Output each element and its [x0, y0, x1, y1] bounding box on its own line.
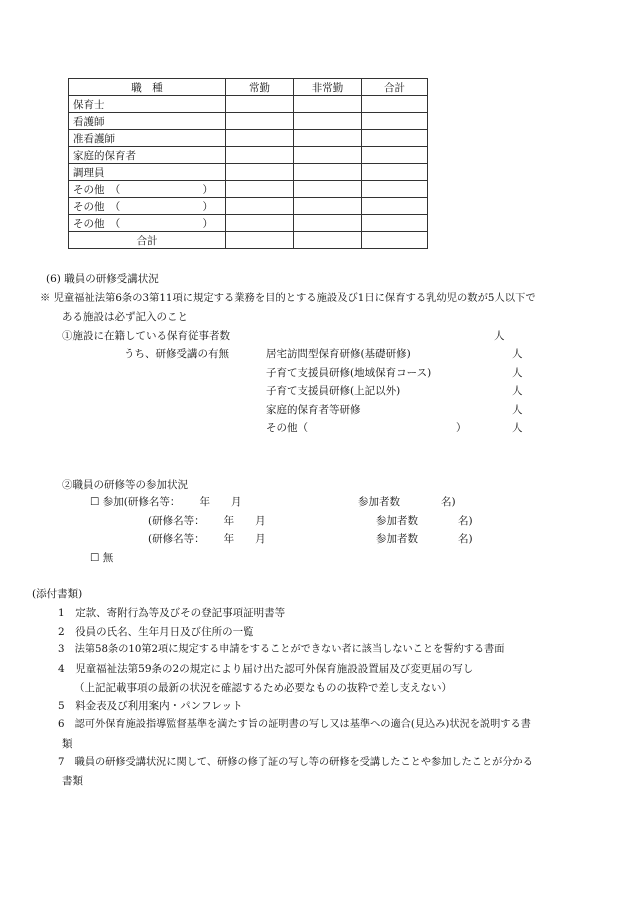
cell-part-time[interactable] [294, 130, 362, 147]
header-total: 合計 [362, 79, 428, 96]
item-1-unit: 人 [494, 330, 505, 342]
attachment-num: 4 [58, 663, 65, 675]
attachment-num: 3 [58, 644, 65, 655]
training-other-open: その他（ [266, 422, 308, 434]
cell-part-time[interactable] [294, 96, 362, 113]
participants-label-1: 参加者数 [358, 496, 400, 508]
table-total-row [69, 232, 428, 249]
attachment-item [58, 720, 531, 730]
cell-total[interactable] [362, 181, 428, 198]
table-row [69, 181, 428, 198]
cell-total[interactable] [362, 113, 428, 130]
cell-total[interactable] [362, 130, 428, 147]
other-open: その他 （ [73, 200, 121, 213]
cell-part-time[interactable] [294, 147, 362, 164]
training-support-other: 子育て支援員研修(上記以外) [266, 385, 401, 397]
note-line-1: ※ 児童福祉法第6条の3第11項に規定する業務を目的とする施設及び1日に保育する乳幼児の数が5人以下で [40, 292, 536, 304]
cell-full-time[interactable] [226, 232, 294, 249]
participate-row [90, 497, 241, 508]
attachment-text: 児童福祉法第59条の2の規定により届け出た認可外保育施設設置届及び変更届の写し [75, 663, 474, 675]
participants-label-3: 参加者数 [376, 533, 418, 545]
attachment-num: 6 [58, 719, 65, 730]
participate-line: 参加(研修名等： 年 月 [102, 496, 242, 508]
attachment-text: 職員の研修受講状況に関して、研修の修了証の写し等の研修を受講したことや参加したことが分かる [74, 757, 533, 768]
header-full-time: 常勤 [226, 79, 294, 96]
row-label: 調理員 [69, 164, 226, 181]
attachment-item [58, 664, 473, 675]
of-which-label: うち、研修受講の有無 [124, 348, 229, 360]
training-regional-unit: 人 [512, 367, 523, 379]
other-close: ） [202, 217, 213, 230]
attachments-heading: (添付書類) [32, 588, 83, 600]
row-label: 看護師 [69, 113, 226, 130]
cell-part-time[interactable] [294, 198, 362, 215]
attachment-item-note: （上記記載事項の最新の状況を確認するため必要なものの抜粋で差し支えない） [74, 682, 452, 694]
cell-total[interactable] [362, 96, 428, 113]
participants-close-3: 名) [458, 533, 473, 545]
none-row [90, 553, 113, 564]
attachment-item [58, 608, 285, 619]
participants-close-1: 名) [441, 496, 456, 508]
cell-part-time[interactable] [294, 181, 362, 198]
header-part-time: 非常勤 [294, 79, 362, 96]
attachment-text: 法第58条の10第2項に規定する申請をすることができない者に該当しないことを誓約する書面 [74, 644, 505, 655]
table-row [69, 164, 428, 181]
attachment-item [58, 627, 254, 638]
table-row [69, 147, 428, 164]
training-line-3: (研修名等： 年 月 [148, 533, 266, 545]
attachment-num: 1 [58, 607, 65, 619]
attachment-text: 定款、寄附行為等及びその登記事項証明書等 [75, 607, 286, 619]
cell-total[interactable] [362, 198, 428, 215]
participants-close-2: 名) [458, 515, 473, 527]
header-job-type: 職 種 [69, 79, 226, 96]
cell-full-time[interactable] [226, 147, 294, 164]
none-checkbox-icon[interactable]: ☐ [90, 552, 100, 564]
item-1-label: ①施設に在籍している保育従事者数 [62, 330, 230, 342]
note-line-2: ある施設は必ず記入のこと [62, 311, 188, 323]
attachment-text: 認可外保育施設指導監督基準を満たす旨の証明書の写し又は基準への適合(見込み)状況を説明する書 [74, 719, 531, 730]
attachment-item [58, 758, 533, 768]
training-basic: 居宅訪問型保育研修(基礎研修) [266, 348, 411, 360]
attachment-item [58, 701, 243, 712]
cell-total[interactable] [362, 232, 428, 249]
cell-full-time[interactable] [226, 130, 294, 147]
cell-part-time[interactable] [294, 113, 362, 130]
table-row [69, 130, 428, 147]
other-close: ） [202, 183, 213, 196]
attachment-item-cont: 類 [62, 738, 73, 750]
cell-part-time[interactable] [294, 164, 362, 181]
cell-total[interactable] [362, 215, 428, 232]
attachment-item [58, 645, 504, 655]
table-header-row [69, 79, 428, 96]
row-label: 保育士 [69, 96, 226, 113]
cell-full-time[interactable] [226, 198, 294, 215]
table-row [69, 96, 428, 113]
row-label-other[interactable] [69, 181, 226, 198]
attachment-num: 2 [58, 626, 65, 638]
cell-total[interactable] [362, 164, 428, 181]
section-6-heading: (6) 職員の研修受講状況 [46, 273, 159, 285]
cell-full-time[interactable] [226, 181, 294, 198]
staff-count-table [68, 78, 428, 249]
row-label: 准看護師 [69, 130, 226, 147]
cell-full-time[interactable] [226, 113, 294, 130]
row-label-other[interactable] [69, 198, 226, 215]
training-basic-unit: 人 [512, 348, 523, 360]
training-home-caregiver-unit: 人 [512, 404, 523, 416]
table-row [69, 215, 428, 232]
table-row [69, 113, 428, 130]
training-other-close: ） [456, 422, 467, 434]
attachment-num: 7 [58, 757, 65, 768]
participants-label-2: 参加者数 [376, 515, 418, 527]
cell-total[interactable] [362, 147, 428, 164]
item-2-label: ②職員の研修等の参加状況 [62, 479, 188, 491]
attachment-text: 料金表及び利用案内・パンフレット [75, 700, 243, 712]
cell-full-time[interactable] [226, 164, 294, 181]
training-support-other-unit: 人 [512, 385, 523, 397]
row-label-other[interactable] [69, 215, 226, 232]
row-label: 家庭的保育者 [69, 147, 226, 164]
other-open: その他 （ [73, 217, 121, 230]
other-close: ） [202, 200, 213, 213]
training-other-unit: 人 [512, 422, 523, 434]
participate-checkbox-icon[interactable]: ☐ [90, 496, 100, 508]
training-home-caregiver: 家庭的保育者等研修 [266, 404, 361, 416]
attachment-num: 5 [58, 700, 65, 712]
training-line-2: (研修名等： 年 月 [148, 515, 266, 527]
cell-part-time[interactable] [294, 215, 362, 232]
cell-part-time[interactable] [294, 232, 362, 249]
attachment-text: 役員の氏名、生年月日及び住所の一覧 [75, 626, 254, 638]
none-label: 無 [102, 552, 114, 564]
training-regional: 子育て支援員研修(地域保育コース) [266, 367, 432, 379]
attachment-item-cont: 書類 [62, 775, 83, 787]
cell-full-time[interactable] [226, 215, 294, 232]
other-open: その他 （ [73, 183, 121, 196]
table-row [69, 198, 428, 215]
cell-full-time[interactable] [226, 96, 294, 113]
total-label: 合計 [69, 232, 226, 249]
